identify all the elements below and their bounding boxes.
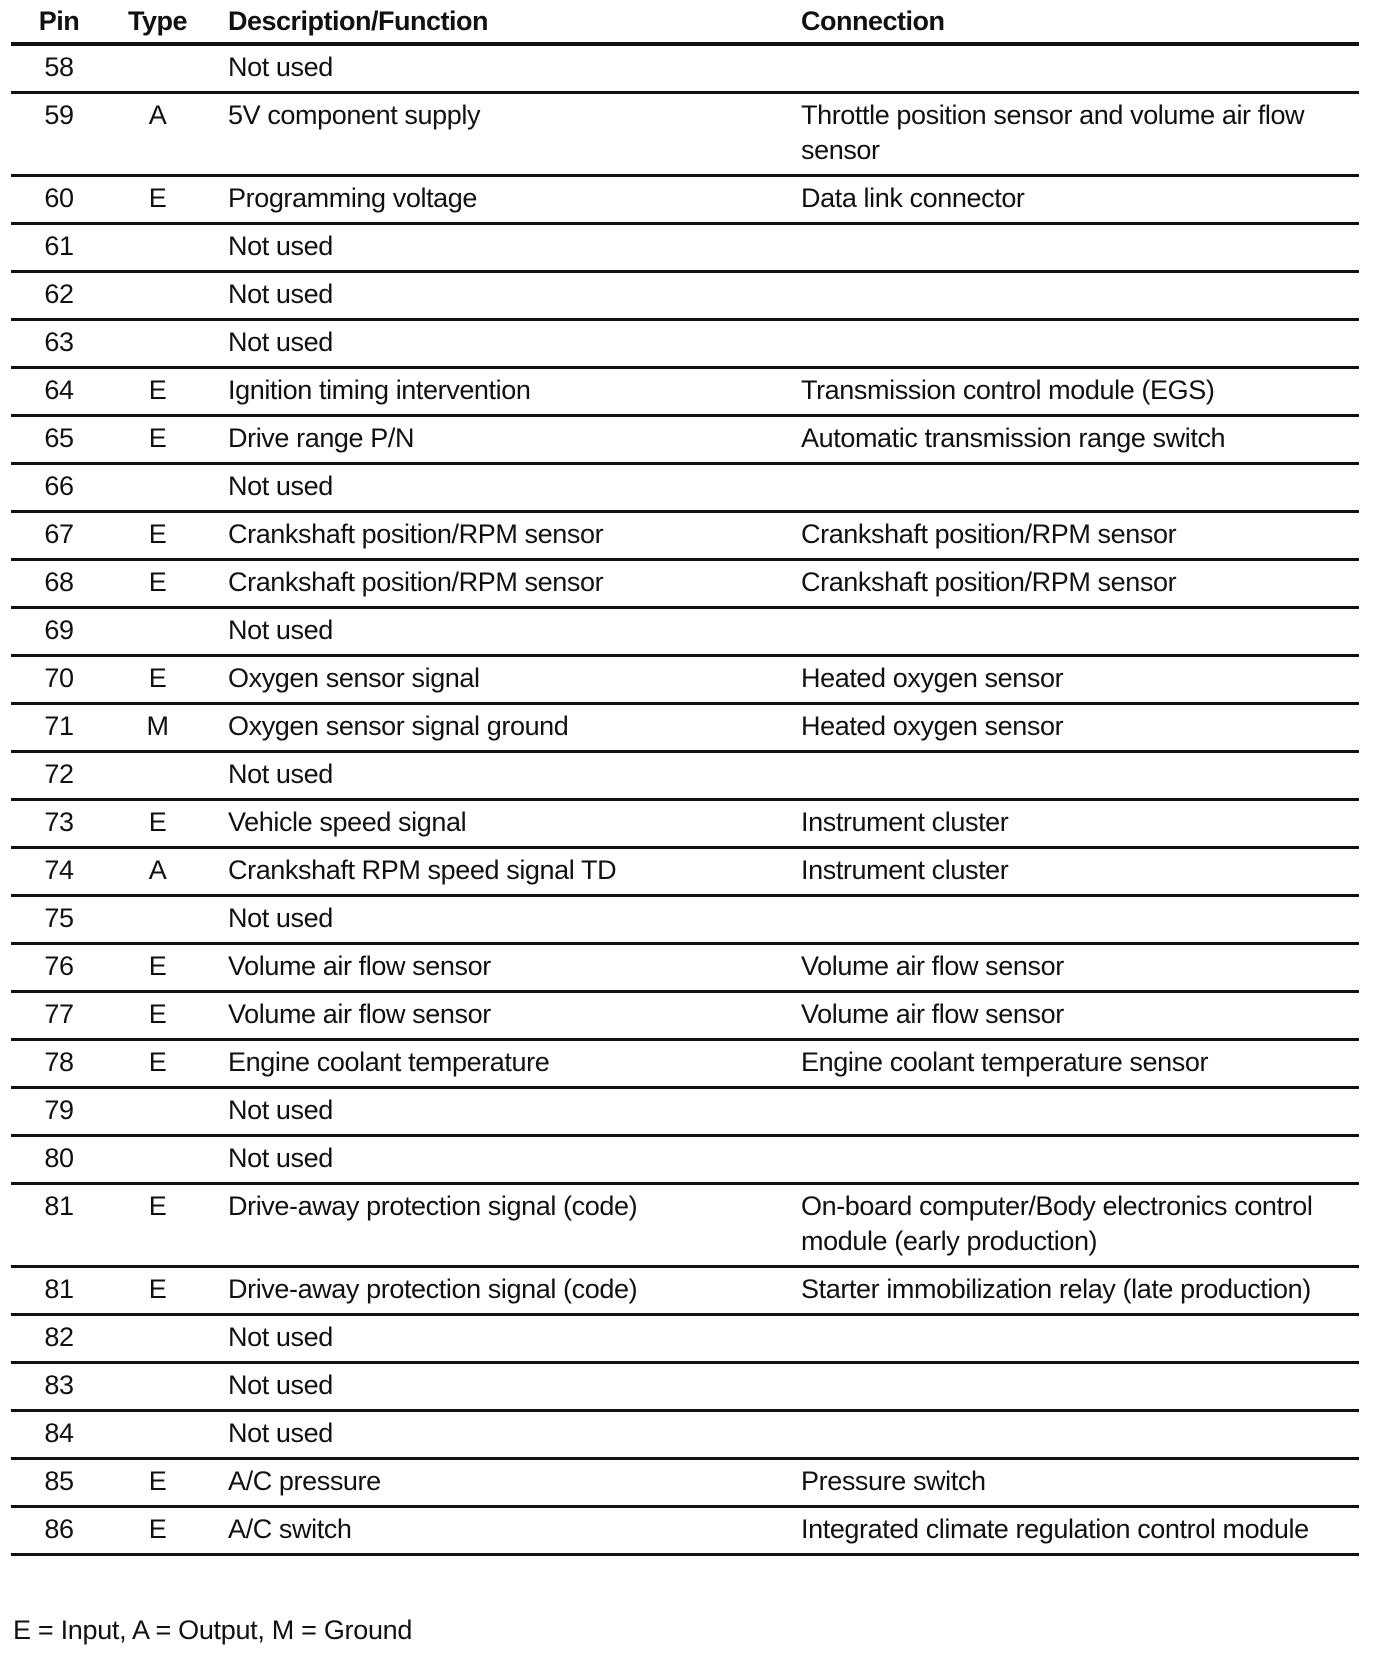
pin-cell-text: 58 — [44, 52, 74, 82]
type-cell-text: E — [148, 567, 167, 597]
table-row — [11, 512, 1359, 560]
pin-cell — [11, 272, 119, 320]
description-cell-text: Not used — [228, 1143, 333, 1173]
description-cell-text: Not used — [228, 471, 333, 501]
pin-cell-text: 71 — [44, 711, 74, 741]
pin-cell-text: 82 — [44, 1322, 74, 1352]
description-cell — [214, 320, 787, 368]
pin-cell-text: 73 — [44, 807, 74, 837]
pin-cell — [11, 224, 119, 272]
type-cell-text: E — [148, 519, 167, 549]
type-cell — [119, 416, 214, 464]
description-cell — [214, 608, 787, 656]
connection-cell — [787, 896, 1359, 944]
pin-cell — [11, 512, 119, 560]
connection-cell-text: Transmission control module (EGS) — [801, 375, 1215, 405]
description-cell-text: Not used — [228, 52, 333, 82]
description-cell-text: Crankshaft position/RPM sensor — [228, 567, 604, 597]
description-cell — [214, 848, 787, 896]
description-cell-text: Not used — [228, 231, 333, 261]
type-cell-text: E — [148, 951, 167, 981]
description-cell — [214, 512, 787, 560]
pin-cell — [11, 464, 119, 512]
connection-cell-text — [801, 465, 1353, 469]
pin-cell — [11, 1136, 119, 1184]
table-row — [11, 896, 1359, 944]
pin-cell — [11, 1507, 119, 1555]
description-cell-text: Not used — [228, 1322, 333, 1352]
description-cell — [214, 1459, 787, 1507]
description-cell-text: Ignition timing intervention — [228, 375, 531, 405]
connection-cell — [787, 992, 1359, 1040]
table-row — [11, 704, 1359, 752]
type-cell — [119, 320, 214, 368]
pin-cell — [11, 93, 119, 176]
connection-cell-text: Integrated climate regulation control module — [801, 1514, 1309, 1544]
pin-cell — [11, 1363, 119, 1411]
table-header — [11, 0, 1359, 44]
connection-cell — [787, 320, 1359, 368]
description-cell-text: Crankshaft RPM speed signal TD — [228, 855, 617, 885]
connection-cell — [787, 560, 1359, 608]
connection-cell — [787, 93, 1359, 176]
type-cell-text: E — [148, 663, 167, 693]
table-row — [11, 1184, 1359, 1267]
description-cell-text: Drive range P/N — [228, 423, 415, 453]
connection-cell — [787, 1507, 1359, 1555]
pin-cell-text: 61 — [44, 231, 74, 261]
description-cell-text: Not used — [228, 1095, 333, 1125]
connection-cell — [787, 1088, 1359, 1136]
description-cell — [214, 800, 787, 848]
connection-cell-text: Crankshaft position/RPM sensor — [801, 519, 1177, 549]
pin-cell-text: 65 — [44, 423, 74, 453]
type-legend: E = Input, A = Output, M = Ground — [13, 1615, 413, 1645]
description-cell-text: A/C switch — [228, 1514, 352, 1544]
type-cell — [119, 44, 214, 93]
type-cell — [119, 896, 214, 944]
type-cell-text — [119, 1316, 196, 1320]
type-cell — [119, 752, 214, 800]
pin-cell-text: 74 — [44, 855, 74, 885]
connection-cell — [787, 1040, 1359, 1088]
type-cell-text: E — [148, 1514, 167, 1544]
connection-cell — [787, 752, 1359, 800]
type-cell — [119, 560, 214, 608]
type-cell — [119, 848, 214, 896]
type-cell — [119, 1315, 214, 1363]
description-cell-text: Not used — [228, 903, 333, 933]
connection-cell-text — [801, 273, 1353, 277]
type-cell-text — [119, 46, 196, 50]
connection-cell — [787, 464, 1359, 512]
connection-cell — [787, 1411, 1359, 1459]
type-cell — [119, 1040, 214, 1088]
pin-cell-text: 86 — [44, 1514, 74, 1544]
type-cell — [119, 1507, 214, 1555]
pin-cell — [11, 944, 119, 992]
type-cell — [119, 1088, 214, 1136]
pin-cell-text: 75 — [44, 903, 74, 933]
table-row — [11, 1411, 1359, 1459]
pin-cell — [11, 608, 119, 656]
connection-cell-text: Volume air flow sensor — [801, 951, 1064, 981]
type-cell-text: E — [148, 183, 167, 213]
connection-cell — [787, 848, 1359, 896]
connection-cell-text: Heated oxygen sensor — [801, 663, 1064, 693]
type-cell — [119, 1363, 214, 1411]
header-pin: Pin — [11, 0, 119, 44]
pin-cell — [11, 44, 119, 93]
type-cell — [119, 1411, 214, 1459]
connection-cell — [787, 176, 1359, 224]
pin-cell — [11, 560, 119, 608]
connection-cell-text: Data link connector — [801, 183, 1025, 213]
description-cell-text: Engine coolant temperature — [228, 1047, 550, 1077]
pin-cell-text: 70 — [44, 663, 74, 693]
description-cell-text: Vehicle speed signal — [228, 807, 467, 837]
connection-cell-text — [801, 1364, 1353, 1368]
pin-cell — [11, 176, 119, 224]
connection-cell-text: Automatic transmission range switch — [801, 423, 1226, 453]
pin-cell — [11, 1315, 119, 1363]
connection-cell-text — [801, 1089, 1353, 1093]
type-cell-text: E — [148, 1466, 167, 1496]
type-cell-text — [119, 1089, 196, 1093]
connection-cell-text: Crankshaft position/RPM sensor — [801, 567, 1177, 597]
type-cell — [119, 1136, 214, 1184]
type-cell — [119, 704, 214, 752]
table-row — [11, 368, 1359, 416]
type-cell-text: A — [148, 855, 167, 885]
type-cell-text — [119, 465, 196, 469]
pin-cell-text: 72 — [44, 759, 74, 789]
connection-cell — [787, 1315, 1359, 1363]
type-cell-text — [119, 1364, 196, 1368]
connection-cell — [787, 608, 1359, 656]
header-type: Type — [119, 0, 214, 44]
connection-cell — [787, 800, 1359, 848]
description-cell — [214, 704, 787, 752]
description-cell-text: Not used — [228, 615, 333, 645]
type-cell — [119, 1267, 214, 1315]
table-row — [11, 1363, 1359, 1411]
table-row — [11, 1459, 1359, 1507]
description-cell — [214, 224, 787, 272]
connection-cell — [787, 944, 1359, 992]
connection-cell-text: Engine coolant temperature sensor — [801, 1047, 1209, 1077]
connection-cell — [787, 656, 1359, 704]
pin-cell-text: 80 — [44, 1143, 74, 1173]
pin-cell-text: 84 — [44, 1418, 74, 1448]
table-row — [11, 752, 1359, 800]
description-cell-text: A/C pressure — [228, 1466, 381, 1496]
pin-cell — [11, 1184, 119, 1267]
description-cell-text: Not used — [228, 327, 333, 357]
type-cell-text: E — [148, 423, 167, 453]
description-cell-text: Programming voltage — [228, 183, 478, 213]
table-row — [11, 848, 1359, 896]
description-cell — [214, 272, 787, 320]
description-cell — [214, 752, 787, 800]
connection-cell — [787, 512, 1359, 560]
pin-cell-text: 78 — [44, 1047, 74, 1077]
connection-cell-text: Throttle position sensor and volume air flow sensor — [801, 100, 1305, 165]
description-cell-text: Volume air flow sensor — [228, 951, 491, 981]
connection-cell — [787, 272, 1359, 320]
description-cell-text: Oxygen sensor signal ground — [228, 711, 569, 741]
description-cell — [214, 1411, 787, 1459]
description-cell — [214, 44, 787, 93]
pin-cell-text: 62 — [44, 279, 74, 309]
table-row — [11, 224, 1359, 272]
type-cell-text: E — [148, 807, 167, 837]
connection-cell-text: Pressure switch — [801, 1466, 986, 1496]
type-cell-text: A — [148, 100, 167, 130]
table-row — [11, 1088, 1359, 1136]
pin-cell — [11, 752, 119, 800]
table-row — [11, 1315, 1359, 1363]
table-row — [11, 800, 1359, 848]
description-cell — [214, 1040, 787, 1088]
pin-cell-text: 59 — [44, 100, 74, 130]
type-cell — [119, 1184, 214, 1267]
connection-cell-text — [801, 897, 1353, 901]
connection-cell-text — [801, 1316, 1353, 1320]
pin-cell — [11, 320, 119, 368]
pin-cell — [11, 848, 119, 896]
connection-cell-text — [801, 1412, 1353, 1416]
connection-cell — [787, 1459, 1359, 1507]
type-cell-text — [119, 897, 196, 901]
table-row — [11, 944, 1359, 992]
type-cell-text — [119, 273, 196, 277]
description-cell — [214, 656, 787, 704]
description-cell — [214, 368, 787, 416]
type-cell-text — [119, 1137, 196, 1141]
pin-cell — [11, 1040, 119, 1088]
description-cell — [214, 93, 787, 176]
table-row — [11, 1507, 1359, 1555]
description-cell-text: Oxygen sensor signal — [228, 663, 480, 693]
connection-cell-text — [801, 46, 1353, 50]
type-cell-text — [119, 1412, 196, 1416]
table-row — [11, 656, 1359, 704]
table-row — [11, 464, 1359, 512]
connection-cell — [787, 1184, 1359, 1267]
description-cell — [214, 1088, 787, 1136]
description-cell — [214, 560, 787, 608]
type-cell — [119, 992, 214, 1040]
type-cell — [119, 512, 214, 560]
table-row — [11, 416, 1359, 464]
type-cell — [119, 1459, 214, 1507]
table-row — [11, 44, 1359, 93]
description-cell — [214, 1315, 787, 1363]
connection-cell-text — [801, 321, 1353, 325]
pin-cell-text: 63 — [44, 327, 74, 357]
type-cell-text: E — [148, 1274, 167, 1304]
description-cell — [214, 1507, 787, 1555]
pin-cell — [11, 896, 119, 944]
description-cell-text: 5V component supply — [228, 100, 481, 130]
pin-cell-text: 69 — [44, 615, 74, 645]
description-cell-text: Not used — [228, 1370, 333, 1400]
connection-cell — [787, 1363, 1359, 1411]
pin-cell — [11, 1088, 119, 1136]
pin-cell-text: 83 — [44, 1370, 74, 1400]
description-cell-text: Not used — [228, 279, 333, 309]
connection-cell — [787, 1136, 1359, 1184]
pin-cell — [11, 368, 119, 416]
pin-cell-text: 68 — [44, 567, 74, 597]
pin-cell-text: 81 — [44, 1191, 74, 1221]
pin-cell-text: 67 — [44, 519, 74, 549]
header-description: Description/Function — [214, 0, 787, 44]
table-row — [11, 1136, 1359, 1184]
table-row — [11, 560, 1359, 608]
table-row — [11, 1267, 1359, 1315]
pin-cell — [11, 800, 119, 848]
header-row — [11, 0, 1359, 44]
connection-cell — [787, 368, 1359, 416]
description-cell — [214, 992, 787, 1040]
description-cell — [214, 176, 787, 224]
connection-cell-text — [801, 753, 1353, 757]
description-cell — [214, 896, 787, 944]
pin-cell — [11, 1267, 119, 1315]
pin-cell-text: 76 — [44, 951, 74, 981]
description-cell-text: Volume air flow sensor — [228, 999, 491, 1029]
type-cell — [119, 800, 214, 848]
type-cell-text — [119, 609, 196, 613]
header-connection: Connection — [787, 0, 1359, 44]
pin-cell — [11, 704, 119, 752]
type-cell-text — [119, 225, 196, 229]
table-row — [11, 1040, 1359, 1088]
type-cell-text — [119, 753, 196, 757]
description-cell — [214, 1136, 787, 1184]
description-cell — [214, 416, 787, 464]
description-cell-text: Drive-away protection signal (code) — [228, 1274, 638, 1304]
pin-cell-text: 85 — [44, 1466, 74, 1496]
type-cell — [119, 464, 214, 512]
type-cell — [119, 944, 214, 992]
connection-cell-text: Heated oxygen sensor — [801, 711, 1064, 741]
description-cell — [214, 1267, 787, 1315]
connection-cell — [787, 1267, 1359, 1315]
type-cell — [119, 224, 214, 272]
pin-cell-text: 79 — [44, 1095, 74, 1125]
description-cell — [214, 464, 787, 512]
type-cell-text: E — [148, 1047, 167, 1077]
type-cell — [119, 368, 214, 416]
description-cell-text: Not used — [228, 759, 333, 789]
table-body — [11, 44, 1359, 1555]
pin-cell — [11, 416, 119, 464]
description-cell — [214, 1363, 787, 1411]
type-cell-text — [119, 321, 196, 325]
connection-cell-text — [801, 225, 1353, 229]
connection-cell-text: Volume air flow sensor — [801, 999, 1064, 1029]
description-cell — [214, 944, 787, 992]
connection-cell-text: Instrument cluster — [801, 855, 1009, 885]
type-cell — [119, 176, 214, 224]
pin-cell-text: 66 — [44, 471, 74, 501]
table-row — [11, 320, 1359, 368]
connection-cell — [787, 416, 1359, 464]
description-cell-text: Drive-away protection signal (code) — [228, 1191, 638, 1221]
connection-cell-text: Instrument cluster — [801, 807, 1009, 837]
connection-cell-text — [801, 609, 1353, 613]
pin-cell — [11, 656, 119, 704]
description-cell — [214, 1184, 787, 1267]
type-cell — [119, 608, 214, 656]
connection-cell-text: On-board computer/Body electronics control module (early production) — [801, 1191, 1313, 1256]
table-row — [11, 272, 1359, 320]
connection-cell-text — [801, 1137, 1353, 1141]
type-cell — [119, 93, 214, 176]
pin-cell-text: 77 — [44, 999, 74, 1029]
type-cell-text: E — [148, 375, 167, 405]
table-row — [11, 992, 1359, 1040]
pin-cell-text: 60 — [44, 183, 74, 213]
pin-assignment-table — [11, 0, 1359, 1556]
pin-cell — [11, 1459, 119, 1507]
pin-cell-text: 81 — [44, 1274, 74, 1304]
pin-cell — [11, 992, 119, 1040]
description-cell-text: Not used — [228, 1418, 333, 1448]
type-cell — [119, 272, 214, 320]
type-cell-text: E — [148, 999, 167, 1029]
connection-cell — [787, 224, 1359, 272]
connection-cell — [787, 704, 1359, 752]
pin-cell — [11, 1411, 119, 1459]
table-row — [11, 93, 1359, 176]
description-cell-text: Crankshaft position/RPM sensor — [228, 519, 604, 549]
table-row — [11, 176, 1359, 224]
type-cell-text: M — [146, 711, 169, 741]
connection-cell — [787, 44, 1359, 93]
type-cell-text: E — [148, 1191, 167, 1221]
type-cell — [119, 656, 214, 704]
connection-cell-text: Starter immobilization relay (late production) — [801, 1274, 1311, 1304]
table-row — [11, 608, 1359, 656]
pin-cell-text: 64 — [44, 375, 74, 405]
